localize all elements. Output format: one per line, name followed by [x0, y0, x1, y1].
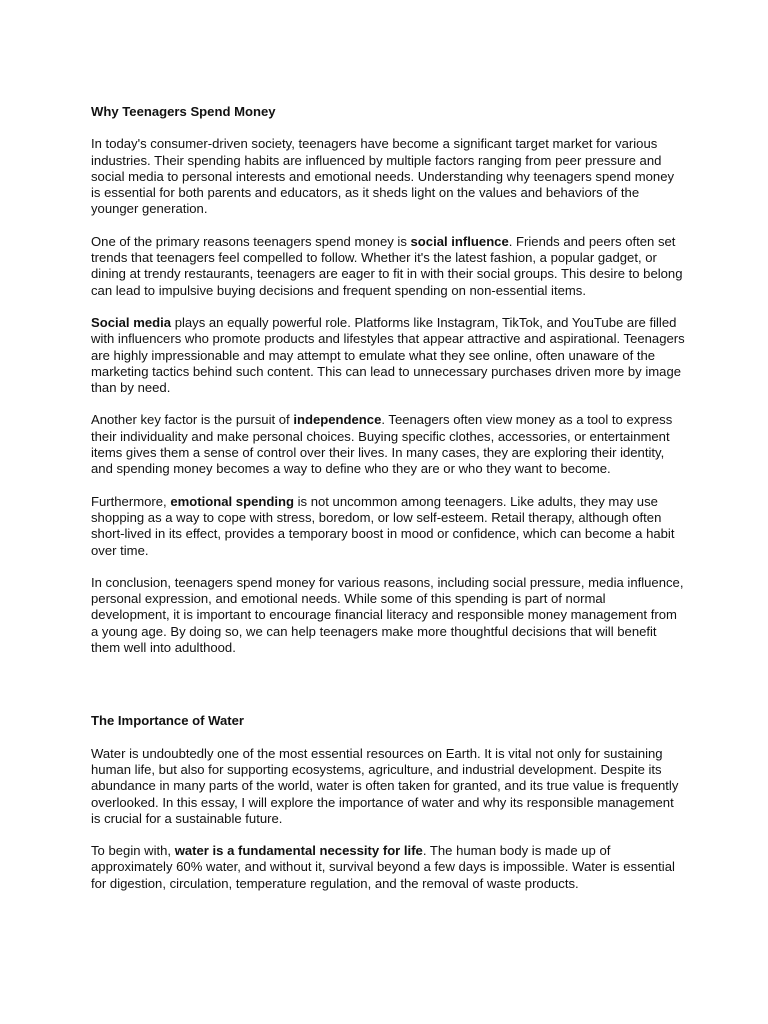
- paragraph-intro: In today's consumer-driven society, teenagers have become a significant target market for various industries. Their spending habits are influenced by multiple factors ranging from peer pressure and social media to personal interests and emotional needs. Understanding why teenagers spend money is essential for both parents and educators, as it sheds light on the values and behaviors of the younger generation.: [91, 136, 675, 217]
- paragraph-independence: [91, 412, 685, 477]
- essay-title-water: The Importance of Water: [91, 713, 245, 729]
- paragraph-water-necessity: [91, 843, 685, 892]
- text-run: . Friends and peers often set trends that teenagers feel compelled to follow. Whether it's the latest fashion, a popular gadget, or dining at trendy restaurants, teenagers are eager to fit in with their social groups. This desire to belong can lead to impulsive buying decisions and frequent spending on non-essential items.: [91, 233, 683, 298]
- text-run: . The human body is made up of approximately 60% water, and without it, survival beyond a few days is impossible. Water is essential for digestion, circulation, temperature regulation, and the removal of waste products.: [91, 843, 675, 891]
- bold-term-water-necessity: water is a fundamental necessity for life: [174, 843, 423, 859]
- text-run: . Teenagers often view money as a tool to express their individuality and make personal choices. Buying specific clothes, accessories, or entertainment items gives them a sense of control over their lives. In many cases, they are exploring their identity, and spending money becomes a way to define who they are or who they want to become.: [91, 412, 673, 477]
- text-run: plays an equally powerful role. Platforms like Instagram, TikTok, and YouTube are filled with influencers who promote products and lifestyles that appear attractive and aspirational. Teenagers are highly impressionable and may attempt to emulate what they see online, often unaware of the marketing tactics behind such content. This can lead to unnecessary purchases driven more by image than by need.: [91, 314, 685, 396]
- text-run: To begin with,: [91, 843, 175, 859]
- text-run: Furthermore,: [91, 493, 171, 509]
- bold-term-social-media: Social media: [91, 314, 172, 330]
- text-run: is not uncommon among teenagers. Like adults, they may use shopping as a way to cope with stress, boredom, or low self-esteem. Retail therapy, although often short-lived in its effect, provides a temporary boost in mood or confidence, which can become a habit over time.: [91, 493, 675, 558]
- paragraph-social-media: [91, 315, 685, 396]
- bold-term-emotional-spending: emotional spending: [170, 493, 294, 509]
- essay-title-teenagers: Why Teenagers Spend Money: [91, 104, 276, 119]
- paragraph-social-influence: [91, 234, 685, 299]
- paragraph-water-intro: Water is undoubtedly one of the most essential resources on Earth. It is vital not only for sustaining human life, but also for supporting ecosystems, agriculture, and industrial development. Despite its abundance in many parts of the world, water is often taken for granted, and its true value is frequently overlooked. In this essay, I will explore the importance of water and why its responsible management is crucial for a sustainable future.: [91, 745, 679, 826]
- paragraph-emotional-spending: [91, 494, 685, 559]
- document-page: [91, 104, 685, 908]
- text-run: One of the primary reasons teenagers spend money is: [91, 233, 411, 249]
- bold-term-social-influence: social influence: [410, 233, 509, 249]
- bold-term-independence: independence: [293, 412, 382, 428]
- section-spacer: [91, 672, 685, 713]
- text-run: Another key factor is the pursuit of: [91, 412, 294, 428]
- paragraph-conclusion: In conclusion, teenagers spend money for various reasons, including social pressure, media influence, personal expression, and emotional needs. While some of this spending is part of normal development, it is important to encourage financial literacy and responsible money management from a young age. By doing so, we can help teenagers make more thoughtful decisions that will benefit them well into adulthood.: [91, 574, 684, 656]
